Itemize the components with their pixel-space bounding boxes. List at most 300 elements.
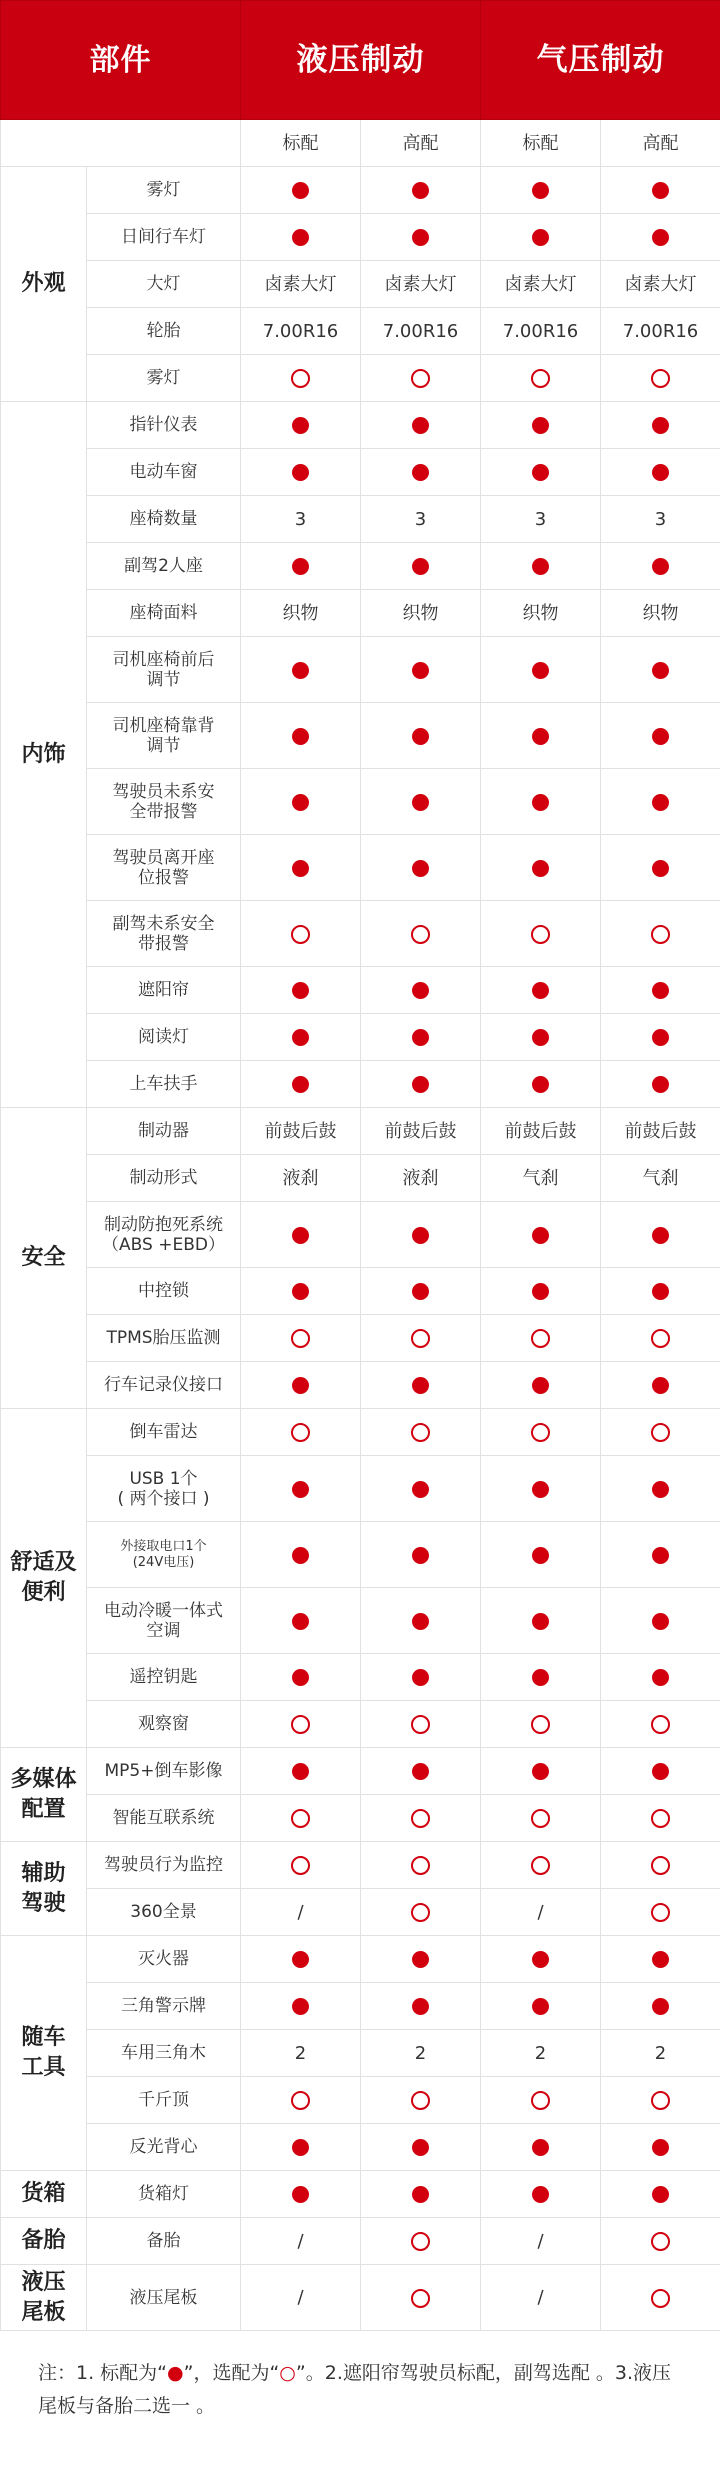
standard-dot-icon [412, 1763, 429, 1780]
value-text: 2 [654, 2042, 667, 2064]
item-name-line: 调节 [146, 735, 181, 756]
item-name [87, 1061, 241, 1108]
item-name-line: 备胎 [146, 2231, 181, 2251]
optional-ring-icon [411, 1329, 430, 1348]
standard-cell [241, 1522, 361, 1588]
item-name [87, 1701, 241, 1748]
standard-cell [481, 1362, 601, 1409]
item-name-line: 驾驶员离开座 [112, 847, 215, 868]
standard-dot-icon [412, 558, 429, 575]
table-row [1, 1108, 720, 1155]
standard-dot-icon [532, 794, 549, 811]
standard-cell [481, 1268, 601, 1315]
value-text: 卤素大灯 [504, 273, 577, 295]
value-cell [601, 496, 720, 543]
standard-cell [361, 1748, 481, 1795]
standard-dot-icon [292, 1481, 309, 1498]
optional-ring-icon [651, 1423, 670, 1442]
table-row [1, 1983, 720, 2030]
optional-ring-icon [291, 1715, 310, 1734]
item-name [87, 1268, 241, 1315]
standard-dot-icon [412, 982, 429, 999]
category-label [1, 2218, 87, 2265]
table-row [1, 402, 720, 449]
item-name [87, 637, 241, 703]
standard-dot-icon [652, 1481, 669, 1498]
category-label [1, 167, 87, 402]
standard-dot-icon [412, 1076, 429, 1093]
table-row [1, 355, 720, 402]
item-name-line: 制动形式 [129, 1168, 198, 1188]
item-name-line: 阅读灯 [138, 1027, 189, 1047]
optional-cell [241, 355, 361, 402]
table-row [1, 835, 720, 901]
standard-cell [481, 402, 601, 449]
spec-body [1, 167, 720, 2331]
item-name-line: 雾灯 [146, 180, 181, 200]
optional-ring-icon [411, 1856, 430, 1875]
optional-ring-icon [651, 1715, 670, 1734]
item-name-line: 轮胎 [146, 321, 181, 341]
item-name [87, 967, 241, 1014]
standard-cell [241, 214, 361, 261]
item-name [87, 703, 241, 769]
optional-cell [241, 1315, 361, 1362]
standard-cell [361, 543, 481, 590]
standard-cell [241, 703, 361, 769]
table-row [1, 1748, 720, 1795]
optional-cell [601, 2218, 720, 2265]
standard-cell [601, 1268, 720, 1315]
standard-cell [601, 703, 720, 769]
standard-cell [241, 769, 361, 835]
optional-ring-icon [531, 1809, 550, 1828]
standard-dot-icon [652, 1227, 669, 1244]
standard-dot-icon [652, 2139, 669, 2156]
item-name-line: 大灯 [146, 274, 181, 294]
value-text: 液刹 [402, 1167, 439, 1189]
standard-cell [481, 1202, 601, 1268]
standard-cell [361, 1014, 481, 1061]
standard-cell [241, 1061, 361, 1108]
footnote-mid: ”，选配为“ [183, 2362, 280, 2384]
optional-cell [481, 1409, 601, 1456]
standard-dot-icon [532, 1998, 549, 2015]
item-name-line: 电动冷暖一体式 [104, 1600, 223, 1621]
value-text: 2 [294, 2042, 307, 2064]
standard-dot-icon [292, 558, 309, 575]
optional-ring-icon [411, 1809, 430, 1828]
standard-cell [601, 1936, 720, 1983]
standard-dot-icon [292, 182, 309, 199]
optional-ring-icon [531, 1329, 550, 1348]
optional-ring-icon [411, 1903, 430, 1922]
optional-cell [361, 2265, 481, 2331]
category-label-line: 便利 [21, 1580, 66, 1605]
standard-cell [601, 402, 720, 449]
item-name-line: 三角警示牌 [121, 1996, 206, 2016]
optional-cell [361, 1795, 481, 1842]
table-row [1, 543, 720, 590]
standard-cell [601, 1014, 720, 1061]
value-text: 织物 [402, 602, 439, 624]
optional-cell [481, 1701, 601, 1748]
optional-cell [361, 1842, 481, 1889]
standard-cell [601, 2124, 720, 2171]
value-text: 卤素大灯 [384, 273, 457, 295]
standard-dot-icon [412, 860, 429, 877]
item-name [87, 402, 241, 449]
standard-cell [481, 1014, 601, 1061]
standard-cell [241, 1202, 361, 1268]
value-text: 前鼓后鼓 [624, 1120, 697, 1142]
value-text: 7.00R16 [502, 320, 579, 342]
footnote [0, 2331, 720, 2423]
standard-dot-icon [292, 1669, 309, 1686]
standard-cell [241, 2171, 361, 2218]
standard-dot-icon [292, 1029, 309, 1046]
item-name [87, 261, 241, 308]
value-cell [361, 261, 481, 308]
optional-cell [601, 901, 720, 967]
item-name-line: 遮阳帘 [138, 980, 189, 1000]
standard-dot-icon [652, 1669, 669, 1686]
trim-pneumatic-standard: 标配 [481, 120, 601, 167]
item-name [87, 1654, 241, 1701]
category-label-line: 尾板 [21, 2299, 66, 2325]
table-row [1, 496, 720, 543]
item-name-line: 司机座椅靠背 [112, 715, 215, 736]
standard-cell [601, 637, 720, 703]
standard-dot-icon [652, 229, 669, 246]
standard-dot-icon [532, 1481, 549, 1498]
optional-ring-icon [651, 2232, 670, 2251]
standard-dot-icon [412, 1951, 429, 1968]
item-name [87, 1202, 241, 1268]
value-text: 2 [534, 2042, 547, 2064]
standard-cell [361, 769, 481, 835]
optional-cell [241, 2077, 361, 2124]
item-name [87, 835, 241, 901]
standard-cell [241, 1588, 361, 1654]
standard-cell [601, 769, 720, 835]
table-row [1, 901, 720, 967]
value-cell [481, 261, 601, 308]
standard-cell [241, 835, 361, 901]
standard-cell [601, 1202, 720, 1268]
optional-cell [361, 1701, 481, 1748]
standard-dot-icon [652, 1763, 669, 1780]
value-text: 2 [414, 2042, 427, 2064]
category-label-line: 工具 [21, 2055, 66, 2080]
optional-ring-icon [411, 2091, 430, 2110]
item-name-line: 中控锁 [138, 1281, 189, 1301]
standard-dot-icon [292, 1227, 309, 1244]
optional-ring-icon [531, 925, 550, 944]
item-name-line: 座椅数量 [129, 509, 198, 529]
standard-dot-icon [532, 1669, 549, 1686]
item-name [87, 1315, 241, 1362]
standard-cell [361, 1654, 481, 1701]
optional-cell [241, 901, 361, 967]
optional-ring-icon [651, 369, 670, 388]
table-row [1, 1409, 720, 1456]
category-label [1, 1842, 87, 1936]
standard-dot-icon [412, 1613, 429, 1630]
category-label-line: 安全 [21, 1245, 66, 1270]
standard-cell [601, 1748, 720, 1795]
standard-cell [601, 167, 720, 214]
category-label [1, 1108, 87, 1409]
standard-cell [361, 1456, 481, 1522]
standard-cell [361, 402, 481, 449]
optional-ring-icon [651, 925, 670, 944]
category-label-line: 内饰 [21, 741, 66, 767]
standard-cell [481, 1061, 601, 1108]
category-label-line: 驾驶 [21, 1890, 66, 1916]
standard-cell [241, 1456, 361, 1522]
standard-cell [601, 543, 720, 590]
value-text: 织物 [522, 602, 559, 624]
optional-ring-icon [411, 925, 430, 944]
optional-cell [361, 1409, 481, 1456]
value-text: 织物 [642, 602, 679, 624]
category-label [1, 1936, 87, 2171]
value-text: 3 [654, 508, 667, 530]
standard-dot-icon [292, 229, 309, 246]
value-cell [481, 308, 601, 355]
standard-dot-icon [652, 1029, 669, 1046]
standard-dot-icon [412, 1998, 429, 2015]
optional-cell [361, 901, 481, 967]
standard-dot-icon [532, 1076, 549, 1093]
item-name-line: 全带报警 [129, 801, 198, 822]
value-text: 卤素大灯 [624, 273, 697, 295]
standard-dot-icon [292, 662, 309, 679]
standard-dot-icon [532, 417, 549, 434]
optional-ring-icon [291, 369, 310, 388]
category-label [1, 1748, 87, 1842]
standard-cell [601, 214, 720, 261]
optional-cell [361, 2218, 481, 2265]
standard-dot-icon [292, 1377, 309, 1394]
table-row [1, 2218, 720, 2265]
item-name-line: 司机座椅前后 [112, 649, 215, 670]
table-row [1, 1588, 720, 1654]
standard-cell [601, 1983, 720, 2030]
table-row [1, 1889, 720, 1936]
optional-ring-icon [651, 1856, 670, 1875]
header-hydraulic: 液压制动 [241, 1, 481, 120]
optional-ring-icon [531, 1715, 550, 1734]
standard-cell [241, 1654, 361, 1701]
value-cell [481, 590, 601, 637]
footnote-rest: ”。2.遮阳帘驾驶员标配，副驾选配 。3.液压尾板与备胎二选一 。 [38, 2362, 672, 2417]
value-text: 前鼓后鼓 [504, 1120, 577, 1142]
optional-cell [361, 1889, 481, 1936]
standard-dot-icon [652, 1613, 669, 1630]
table-row [1, 214, 720, 261]
item-name [87, 1362, 241, 1409]
footnote-prefix: 注：1. 标配为“ [38, 2362, 168, 2384]
standard-cell [361, 703, 481, 769]
standard-dot-icon [652, 1951, 669, 1968]
table-row [1, 1522, 720, 1588]
value-text: 3 [294, 508, 307, 530]
category-label-line: 液压 [21, 2269, 66, 2295]
optional-ring-icon [291, 2091, 310, 2110]
not-available-mark: / [537, 2287, 544, 2308]
standard-cell [481, 543, 601, 590]
standard-cell [241, 167, 361, 214]
value-cell [241, 308, 361, 355]
optional-cell [361, 355, 481, 402]
table-row [1, 1654, 720, 1701]
item-name [87, 2171, 241, 2218]
standard-cell [481, 1588, 601, 1654]
standard-cell [481, 703, 601, 769]
table-row [1, 769, 720, 835]
standard-cell [361, 2171, 481, 2218]
standard-dot-icon [292, 1998, 309, 2015]
not-available-mark: / [297, 2287, 304, 2308]
optional-cell [601, 355, 720, 402]
category-label [1, 2265, 87, 2331]
item-name [87, 2218, 241, 2265]
optional-ring-icon [291, 1809, 310, 1828]
standard-cell [481, 1983, 601, 2030]
optional-cell [601, 1701, 720, 1748]
table-row [1, 2265, 720, 2331]
not-available-mark: / [537, 1901, 544, 1923]
standard-dot-icon [532, 1613, 549, 1630]
category-label-line: 随车 [21, 2025, 66, 2050]
footnote-optional-ring: ○ [279, 2362, 296, 2384]
table-row [1, 590, 720, 637]
item-name-line: 外接取电口1个 [120, 1538, 207, 1554]
table-row [1, 1014, 720, 1061]
item-name [87, 1842, 241, 1889]
optional-cell [241, 1701, 361, 1748]
trim-hydraulic-high: 高配 [361, 120, 481, 167]
standard-dot-icon [292, 794, 309, 811]
standard-dot-icon [532, 982, 549, 999]
item-name-line: 调节 [146, 669, 181, 690]
value-text: 气刹 [642, 1167, 679, 1189]
item-name-line: 遥控钥匙 [129, 1667, 198, 1687]
standard-cell [241, 1014, 361, 1061]
standard-cell [241, 1268, 361, 1315]
standard-cell [241, 1983, 361, 2030]
standard-dot-icon [652, 558, 669, 575]
value-cell [481, 1108, 601, 1155]
value-cell [601, 308, 720, 355]
standard-dot-icon [412, 1481, 429, 1498]
standard-cell [361, 1522, 481, 1588]
optional-cell [361, 1315, 481, 1362]
table-row [1, 2030, 720, 2077]
optional-cell [241, 1795, 361, 1842]
header-parts: 部件 [1, 1, 241, 120]
standard-dot-icon [652, 1998, 669, 2015]
standard-cell [481, 1748, 601, 1795]
item-name-line: 观察窗 [138, 1714, 189, 1734]
table-row [1, 1936, 720, 1983]
not-available-mark: / [297, 2230, 304, 2252]
optional-ring-icon [291, 1329, 310, 1348]
standard-cell [241, 2124, 361, 2171]
standard-dot-icon [412, 662, 429, 679]
footnote-standard-dot: ● [167, 2362, 184, 2384]
optional-ring-icon [411, 1715, 430, 1734]
standard-cell [481, 1456, 601, 1522]
standard-cell [361, 1268, 481, 1315]
standard-dot-icon [652, 182, 669, 199]
not-available-cell [481, 2218, 601, 2265]
standard-dot-icon [292, 1951, 309, 1968]
standard-dot-icon [532, 558, 549, 575]
optional-ring-icon [651, 1809, 670, 1828]
standard-cell [241, 1362, 361, 1409]
value-text: 3 [534, 508, 547, 530]
standard-dot-icon [292, 417, 309, 434]
standard-dot-icon [292, 464, 309, 481]
optional-cell [601, 1315, 720, 1362]
standard-cell [361, 967, 481, 1014]
standard-dot-icon [292, 1613, 309, 1630]
standard-cell [601, 835, 720, 901]
standard-dot-icon [412, 1377, 429, 1394]
category-label-line: 备胎 [21, 2228, 66, 2253]
standard-dot-icon [412, 1227, 429, 1244]
trim-row [1, 120, 720, 167]
category-label [1, 1409, 87, 1748]
standard-cell [481, 1936, 601, 1983]
standard-dot-icon [532, 1951, 549, 1968]
standard-dot-icon [532, 728, 549, 745]
optional-cell [241, 1409, 361, 1456]
standard-dot-icon [412, 1669, 429, 1686]
standard-cell [361, 1061, 481, 1108]
item-name-line: 电动车窗 [129, 462, 198, 482]
optional-ring-icon [411, 2289, 430, 2308]
table-row [1, 2124, 720, 2171]
standard-dot-icon [532, 1283, 549, 1300]
standard-cell [361, 835, 481, 901]
item-name-line: 指针仪表 [129, 415, 198, 435]
optional-cell [481, 901, 601, 967]
table-row [1, 261, 720, 308]
optional-ring-icon [291, 1856, 310, 1875]
item-name-line: 带报警 [138, 933, 189, 954]
standard-dot-icon [532, 1763, 549, 1780]
item-name-line: 倒车雷达 [129, 1422, 198, 1442]
value-text: 前鼓后鼓 [384, 1120, 457, 1142]
item-name [87, 1795, 241, 1842]
item-name [87, 1409, 241, 1456]
item-name [87, 769, 241, 835]
item-name-line: 上车扶手 [129, 1074, 198, 1094]
standard-cell [601, 1522, 720, 1588]
optional-cell [601, 1795, 720, 1842]
category-label [1, 2171, 87, 2218]
standard-dot-icon [292, 728, 309, 745]
standard-dot-icon [652, 464, 669, 481]
item-name [87, 308, 241, 355]
value-cell [601, 2030, 720, 2077]
standard-dot-icon [412, 182, 429, 199]
header-row [1, 1, 720, 120]
